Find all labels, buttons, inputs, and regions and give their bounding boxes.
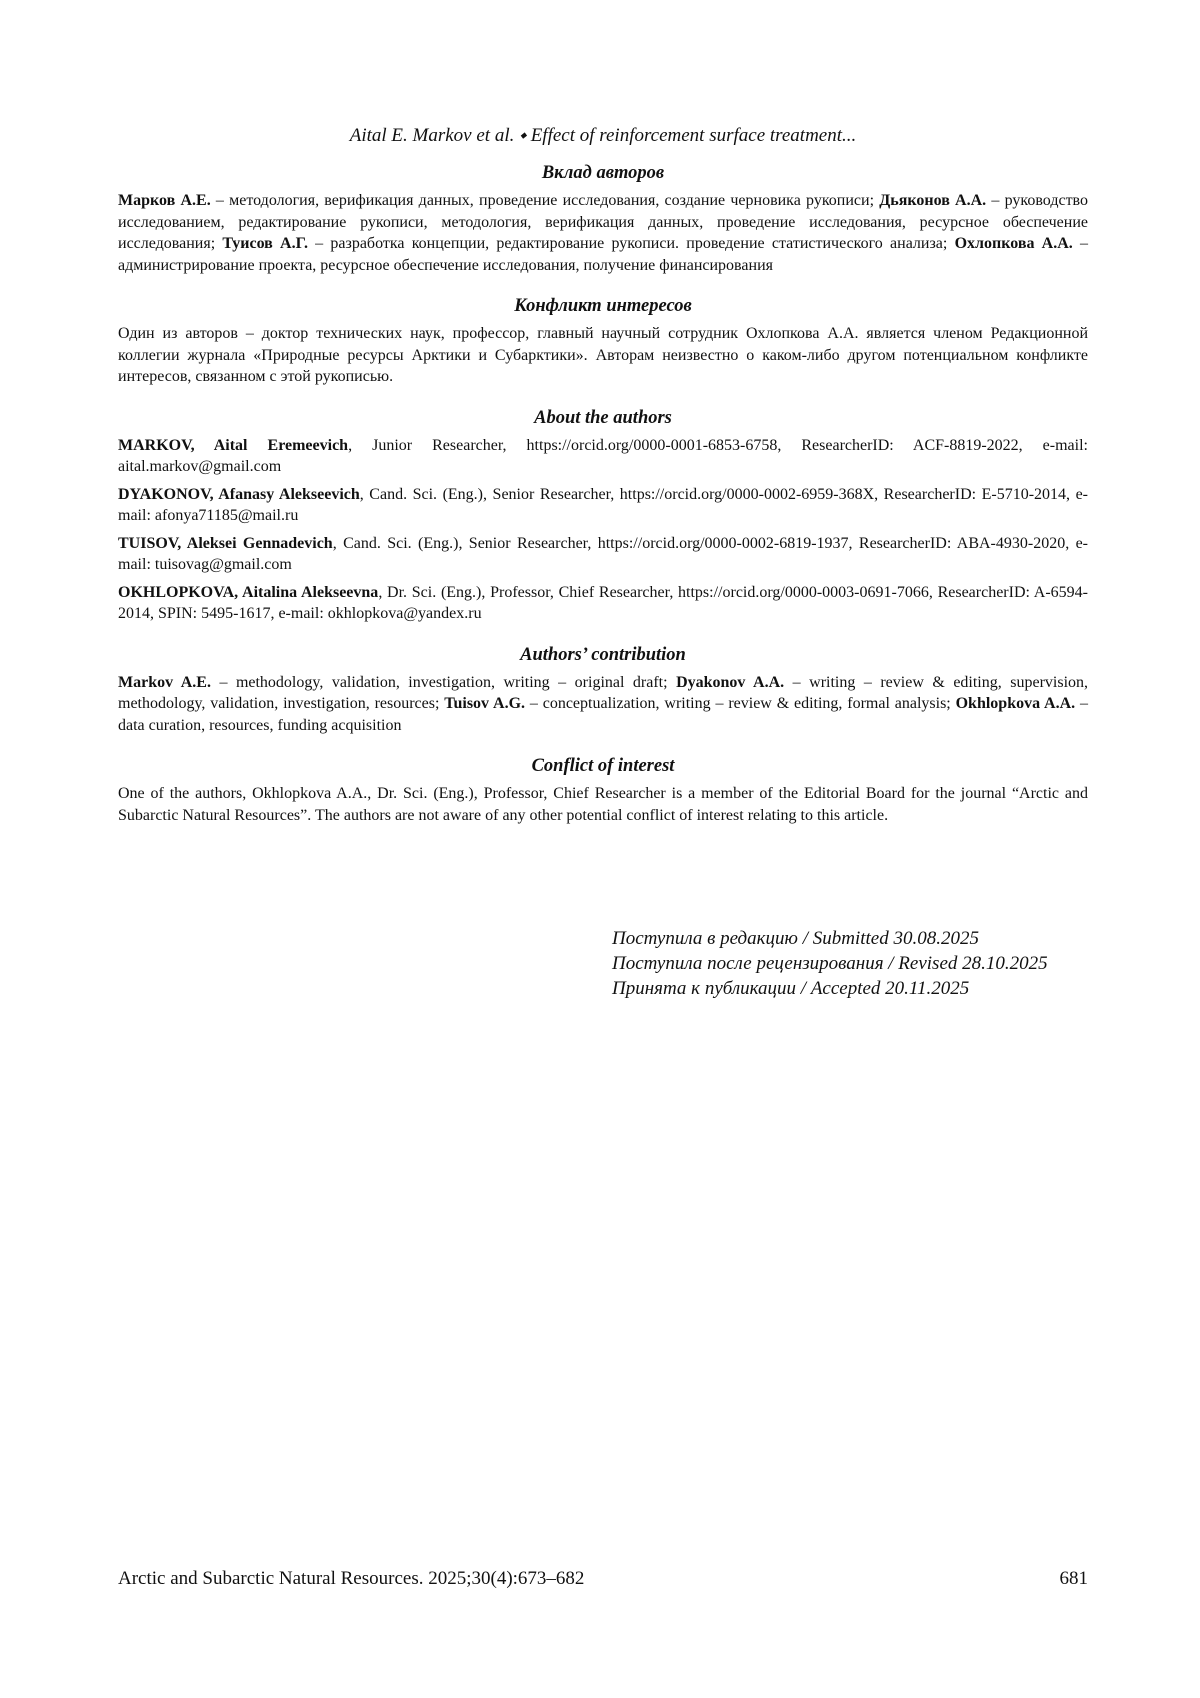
author-name: Охлопкова А.А.	[954, 235, 1073, 252]
page-footer	[118, 1568, 1088, 1590]
author-name: Markov A.E.	[118, 673, 211, 691]
en-conflict-heading: Conflict of interest	[531, 756, 675, 776]
revised-date: Поступила после рецензирования / Revised 28.10.2025	[612, 953, 1048, 974]
contribution-roles: – администрирование проекта, ресурсное обеспечение исследования, получение финансирования	[118, 235, 1089, 274]
accepted-date: Принята к публикации / Accepted 20.11.2025	[612, 978, 970, 999]
author-entry	[118, 435, 1088, 478]
author-name: Марков А.Е.	[118, 192, 211, 209]
author-name: MARKOV, Aital Eremeevich	[118, 436, 349, 454]
contribution-roles: – разработка концепции, редактирование рукописи. проведение статистического анализа;	[307, 235, 955, 252]
author-name: Туисов А.Г.	[222, 235, 308, 252]
author-name: Дьяконов А.А.	[879, 192, 987, 209]
ru-conflict-text: Один из авторов – доктор технических наук, профессор, главный научный сотрудник Охлопкова А.А. является членом Редакционной коллегии журнала «Природные ресурсы Арктики и Субарктики». Авторам неизвестно о каком-либо другом потенциальном конфликте интересов, связанном с этой рукописью.	[118, 325, 1088, 385]
author-entry	[118, 484, 1088, 527]
en-contribution-section	[118, 645, 1088, 737]
submitted-date: Поступила в редакцию / Submitted 30.08.2025	[612, 928, 979, 949]
about-authors-heading: About the authors	[534, 407, 672, 428]
author-entry	[118, 582, 1088, 625]
author-name: Dyakonov A.A.	[676, 673, 785, 691]
about-authors-section	[118, 408, 1088, 625]
author-details: , Cand. Sci. (Eng.), Senior Researcher, https://orcid.org/0000-0002-6959-368X, ResearcherID: E-5710-2014, e-mail: afonya71185@mail.ru	[118, 485, 1088, 524]
author-details: , Junior Researcher, https://orcid.org/0000-0001-6853-6758, ResearcherID: ACF-8819-2022, e-mail: aital.markov@gmail.com	[118, 436, 1088, 475]
contribution-roles: – writing – review & editing, supervision, methodology, validation, investigation, resources;	[118, 673, 1089, 712]
ru-conflict-heading: Конфликт интересов	[514, 296, 692, 316]
en-conflict-section	[118, 756, 1088, 826]
journal-citation: Arctic and Subarctic Natural Resources. 2025;30(4):673–682	[118, 1568, 585, 1589]
en-contribution-text	[118, 672, 1088, 737]
ru-contribution-text	[118, 190, 1088, 276]
author-details: , Cand. Sci. (Eng.), Senior Researcher, https://orcid.org/0000-0002-6819-1937, ResearcherID: ABA-4930-2020, e-mail: tuisovag@gmail.com	[118, 534, 1089, 573]
author-name: TUISOV, Aleksei Gennadevich	[118, 534, 333, 552]
author-name: OKHLOPKOVA, Aitalina Alekseevna	[118, 583, 379, 601]
author-details: , Dr. Sci. (Eng.), Professor, Chief Researcher, https://orcid.org/0000-0003-0691-7066, ResearcherID: A-6594-2014, SPIN: 5495-1617, e-mail: okhlopkova@yandex.ru	[118, 583, 1089, 622]
author-entry	[118, 533, 1088, 576]
contribution-roles: – методология, верификация данных, проведение исследования, создание черновика рукописи;	[210, 192, 880, 209]
article-dates	[612, 926, 1048, 1001]
en-conflict-text: One of the authors, Okhlopkova A.A., Dr. Sci. (Eng.), Professor, Chief Researcher is a member of the Editorial Board for the journal “Arctic and Subarctic Natural Resources”. The authors are not aware of any other potential conflict of interest relating to this article.	[118, 785, 1088, 824]
page-number: 681	[1059, 1568, 1088, 1589]
contribution-roles: – руководство исследованием, редактирование рукописи, методология, верификация данных, проведение исследования, ресурсное обеспечение исследования;	[118, 192, 1089, 252]
contribution-roles: – conceptualization, writing – review & editing, formal analysis;	[525, 695, 956, 712]
en-contribution-heading: Authors’ contribution	[520, 644, 686, 665]
author-name: Okhlopkova A.A.	[955, 695, 1076, 712]
author-name: Tuisov A.G.	[444, 695, 526, 712]
author-name: DYAKONOV, Afanasy Alekseevich	[118, 485, 360, 503]
running-head: Aital E. Markov et al. ⬩ Effect of reinforcement surface treatment...	[349, 125, 857, 146]
contribution-roles: – methodology, validation, investigation, writing – original draft;	[210, 673, 677, 691]
ru-conflict-section	[118, 296, 1088, 388]
contribution-roles: – data curation, resources, funding acquisition	[118, 695, 1089, 734]
ru-contribution-heading: Вклад авторов	[541, 163, 665, 183]
ru-contribution-section	[118, 163, 1088, 276]
page-body	[118, 125, 1088, 846]
